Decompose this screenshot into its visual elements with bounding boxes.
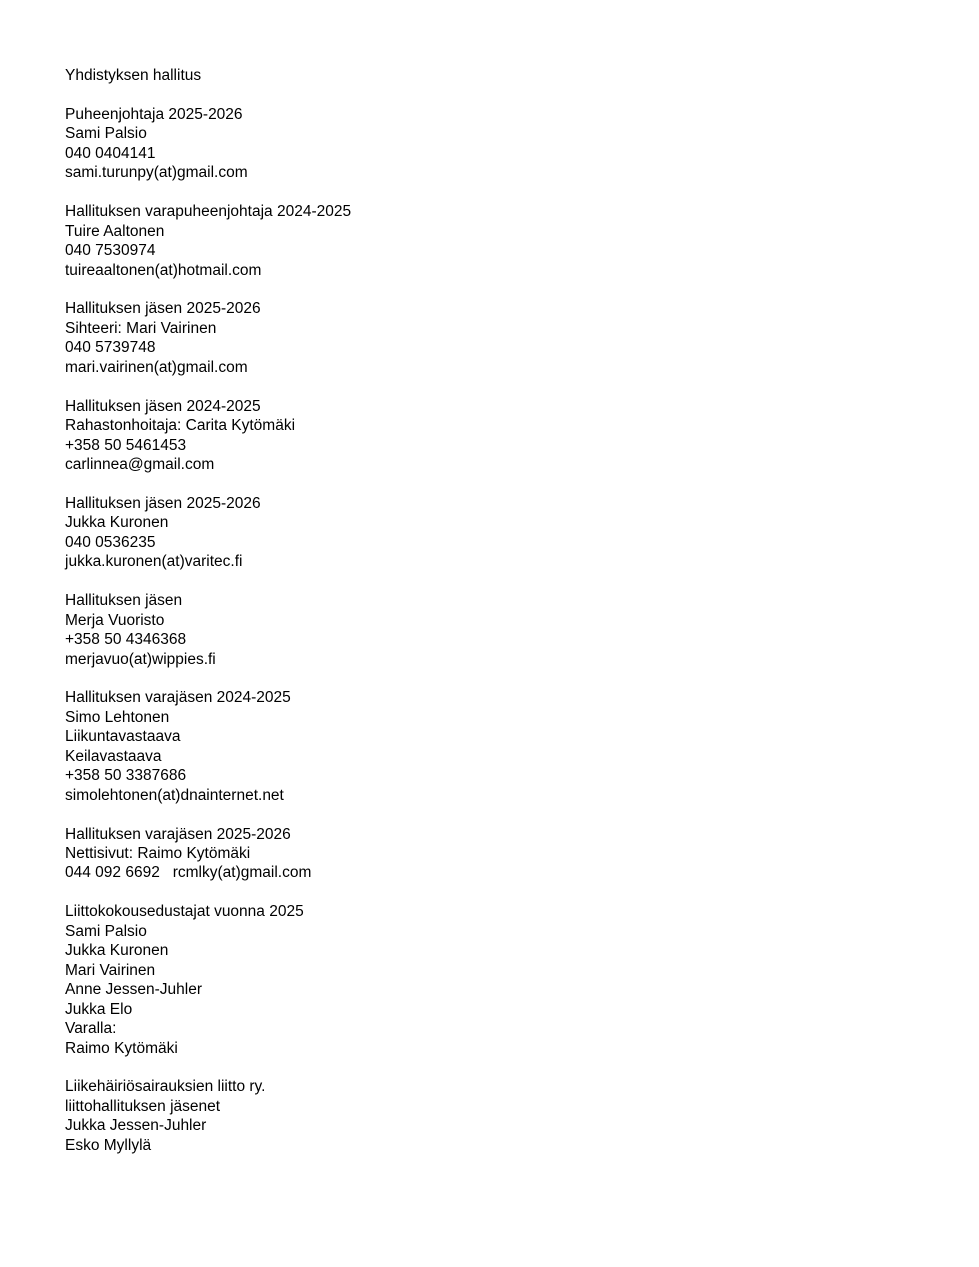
text-line: +358 50 3387686 xyxy=(65,767,187,785)
text-line: simolehtonen(at)dnainternet.net xyxy=(65,786,284,804)
text-line: 040 7530974 xyxy=(65,242,156,260)
board-member-treasurer-block xyxy=(65,397,939,475)
text-line: Raimo Kytömäki xyxy=(65,1039,178,1057)
text-line: Liittokokousedustajat vuonna 2025 xyxy=(65,903,304,921)
text-line: Sihteeri: Mari Vairinen xyxy=(65,319,217,337)
board-member-secretary-block xyxy=(65,299,939,377)
text-line: tuireaaltonen(at)hotmail.com xyxy=(65,261,262,279)
text-line: +358 50 4346368 xyxy=(65,631,187,649)
text-line: Jukka Kuronen xyxy=(65,514,169,532)
text-line: Sami Palsio xyxy=(65,125,147,143)
text-line: Nettisivut: Raimo Kytömäki xyxy=(65,845,251,862)
text-line: Jukka Elo xyxy=(65,1000,133,1018)
text-line: Liikuntavastaava xyxy=(65,728,181,746)
text-line: Simo Lehtonen xyxy=(65,708,170,726)
chairman-block xyxy=(65,105,939,183)
text-line: Puheenjohtaja 2025-2026 xyxy=(65,105,243,123)
text-line: 040 0404141 xyxy=(65,144,156,162)
deputy-member-kytomaki-block xyxy=(65,825,939,883)
text-line: merjavuo(at)wippies.fi xyxy=(65,650,216,668)
text-line: Keilavastaava xyxy=(65,747,162,765)
text-line: carlinnea@gmail.com xyxy=(65,456,215,473)
text-line: Hallituksen varajäsen 2025-2026 xyxy=(65,825,291,843)
text-line: sami.turunpy(at)gmail.com xyxy=(65,164,248,182)
federation-board-members-block xyxy=(65,1077,939,1155)
text-line: Mari Vairinen xyxy=(65,961,156,979)
text-line: Hallituksen jäsen xyxy=(65,592,183,610)
text-line: Anne Jessen-Juhler xyxy=(65,981,202,999)
page-title: Yhdistyksen hallitus xyxy=(65,67,202,84)
text-line: Hallituksen jäsen 2024-2025 xyxy=(65,397,261,415)
text-line: Tuire Aaltonen xyxy=(65,222,165,240)
text-line: Hallituksen varajäsen 2024-2025 xyxy=(65,689,291,707)
text-line: Sami Palsio xyxy=(65,922,147,940)
text-line: 040 5739748 xyxy=(65,339,156,357)
text-line: Jukka Kuronen xyxy=(65,942,169,960)
text-line: Esko Myllylä xyxy=(65,1136,152,1154)
text-line: Hallituksen jäsen 2025-2026 xyxy=(65,494,261,512)
vice-chairman-block xyxy=(65,202,939,280)
text-line: +358 50 5461453 xyxy=(65,436,187,454)
text-line: Hallituksen jäsen 2025-2026 xyxy=(65,300,261,318)
board-member-kuronen-block xyxy=(65,494,939,572)
text-line: jukka.kuronen(at)varitec.fi xyxy=(65,553,243,571)
deputy-member-lehtonen-block xyxy=(65,688,939,805)
contact-blocks-container xyxy=(65,105,939,1155)
text-line: 044 092 6692 rcmlky(at)gmail.com xyxy=(65,864,312,882)
text-line: Jukka Jessen-Juhler xyxy=(65,1117,207,1135)
text-line: Merja Vuoristo xyxy=(65,611,165,629)
text-line: Varalla: xyxy=(65,1020,117,1038)
text-line: 040 0536235 xyxy=(65,533,156,551)
text-line: Liikehäiriösairauksien liitto ry. xyxy=(65,1078,266,1096)
text-line: mari.vairinen(at)gmail.com xyxy=(65,358,248,376)
text-line: Rahastonhoitaja: Carita Kytömäki xyxy=(65,417,296,435)
board-member-vuoristo-block xyxy=(65,591,939,669)
congress-delegates-block xyxy=(65,902,939,1058)
text-line: liittohallituksen jäsenet xyxy=(65,1097,221,1115)
text-line: Hallituksen varapuheenjohtaja 2024-2025 xyxy=(65,203,352,221)
